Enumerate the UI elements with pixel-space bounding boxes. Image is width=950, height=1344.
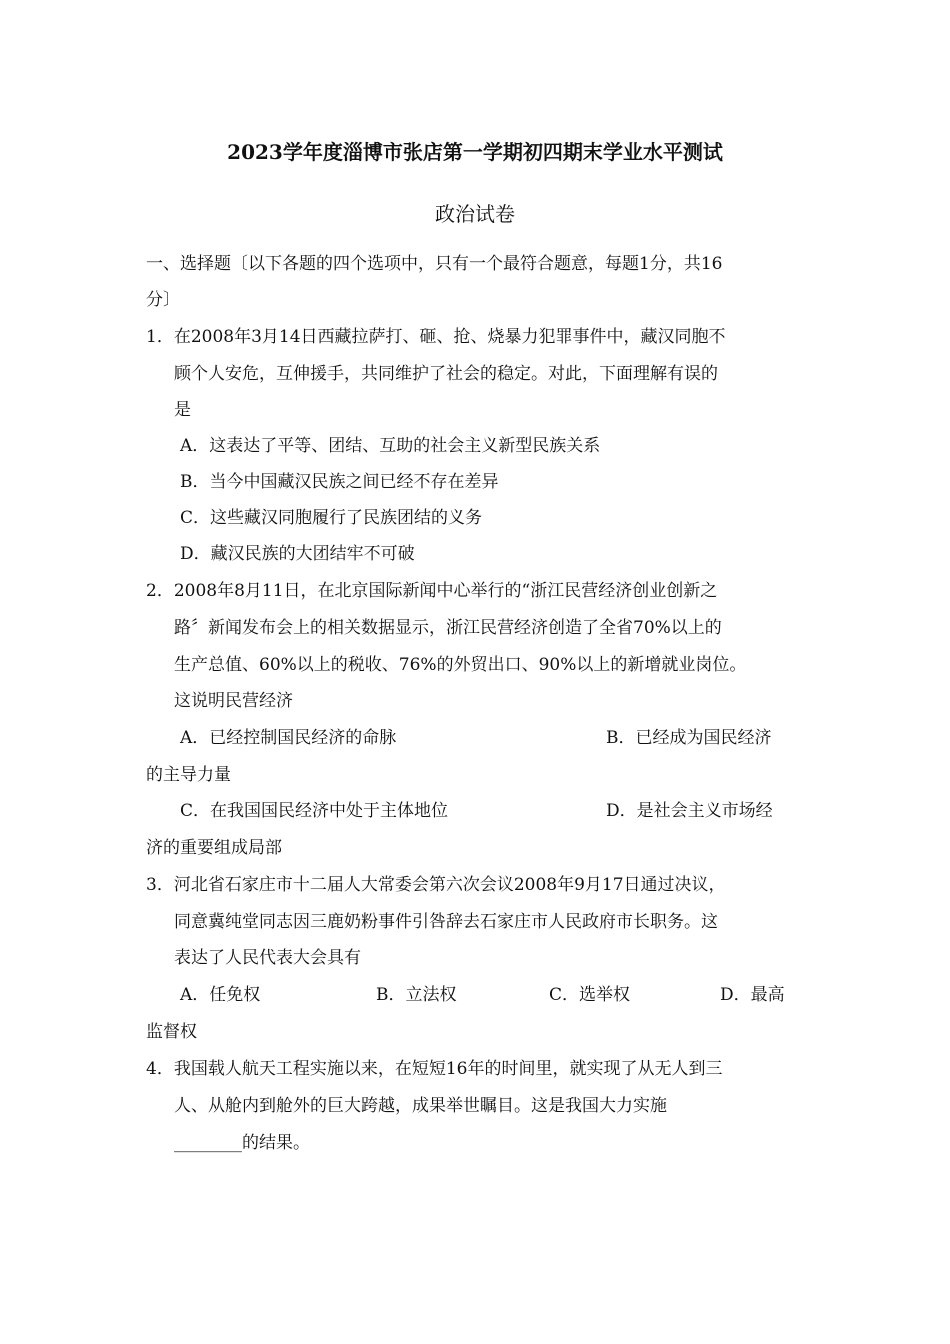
question-2-stem-line-2: 路〞新闻发布会上的相关数据显示，浙江民营经济创造了全省70%以上的	[174, 618, 722, 638]
question-3-stem-line-3: 表达了人民代表大会具有	[174, 948, 361, 968]
question-2-option-b-continued: 的主导力量	[146, 765, 231, 785]
question-2-option-b: B．已经成为国民经济	[606, 728, 772, 748]
question-2-stem-line-3: 生产总值、60%以上的税收、76%的外贸出口、90%以上的新增就业岗位。	[174, 655, 747, 675]
question-2-stem-line-4: 这说明民营经济	[174, 691, 293, 711]
section-heading-line-2: 分〕	[146, 290, 180, 310]
question-4-stem-line-3: ________的结果。	[174, 1133, 310, 1153]
question-1-stem-line-1: 1．在2008年3月14日西藏拉萨打、砸、抢、烧暴力犯罪事件中，藏汉同胞不	[146, 327, 726, 347]
question-2-option-d: D．是社会主义市场经	[606, 801, 773, 821]
question-3-stem-line-2: 同意冀纯堂同志因三鹿奶粉事件引咎辞去石家庄市人民政府市长职务。这	[174, 912, 718, 932]
question-1-stem-line-3: 是	[174, 400, 191, 420]
question-2-option-c: C．在我国国民经济中处于主体地位	[180, 801, 449, 821]
question-3-option-b: B．立法权	[376, 985, 457, 1005]
question-3-option-a: A．任免权	[180, 985, 261, 1005]
question-3-option-d-continued: 监督权	[146, 1022, 197, 1042]
exam-subtitle: 政治试卷	[435, 202, 515, 226]
question-3-option-c: C．选举权	[549, 985, 631, 1005]
question-1-option-c: C．这些藏汉同胞履行了民族团结的义务	[180, 508, 483, 528]
question-2-stem-line-1: 2．2008年8月11日，在北京国际新闻中心举行的“浙江民营经济创业创新之	[146, 581, 718, 601]
question-2-option-a: A．已经控制国民经济的命脉	[180, 728, 397, 748]
question-1-stem-line-2: 顾个人安危，互伸援手，共同维护了社会的稳定。对此，下面理解有误的	[174, 364, 718, 384]
question-4-stem-line-2: 人、从舱内到舱外的巨大跨越，成果举世瞩目。这是我国大力实施	[174, 1096, 667, 1116]
question-1-option-b: B．当今中国藏汉民族之间已经不存在差异	[180, 472, 499, 492]
question-1-option-d: D．藏汉民族的大团结牢不可破	[180, 544, 415, 564]
exam-title: 2023学年度淄博市张店第一学期初四期末学业水平测试	[227, 140, 723, 164]
question-4-stem-line-1: 4．我国载人航天工程实施以来，在短短16年的时间里，就实现了从无人到三	[146, 1059, 723, 1079]
question-2-option-d-continued: 济的重要组成局部	[146, 838, 282, 858]
section-heading-line-1: 一、选择题〔以下各题的四个选项中，只有一个最符合题意，每题1分，共16	[146, 254, 723, 274]
question-3-option-d: D．最高	[720, 985, 785, 1005]
question-1-option-a: A．这表达了平等、团结、互助的社会主义新型民族关系	[180, 436, 601, 456]
question-3-stem-line-1: 3．河北省石家庄市十二届人大常委会第六次会议2008年9月17日通过决议，	[146, 875, 726, 895]
